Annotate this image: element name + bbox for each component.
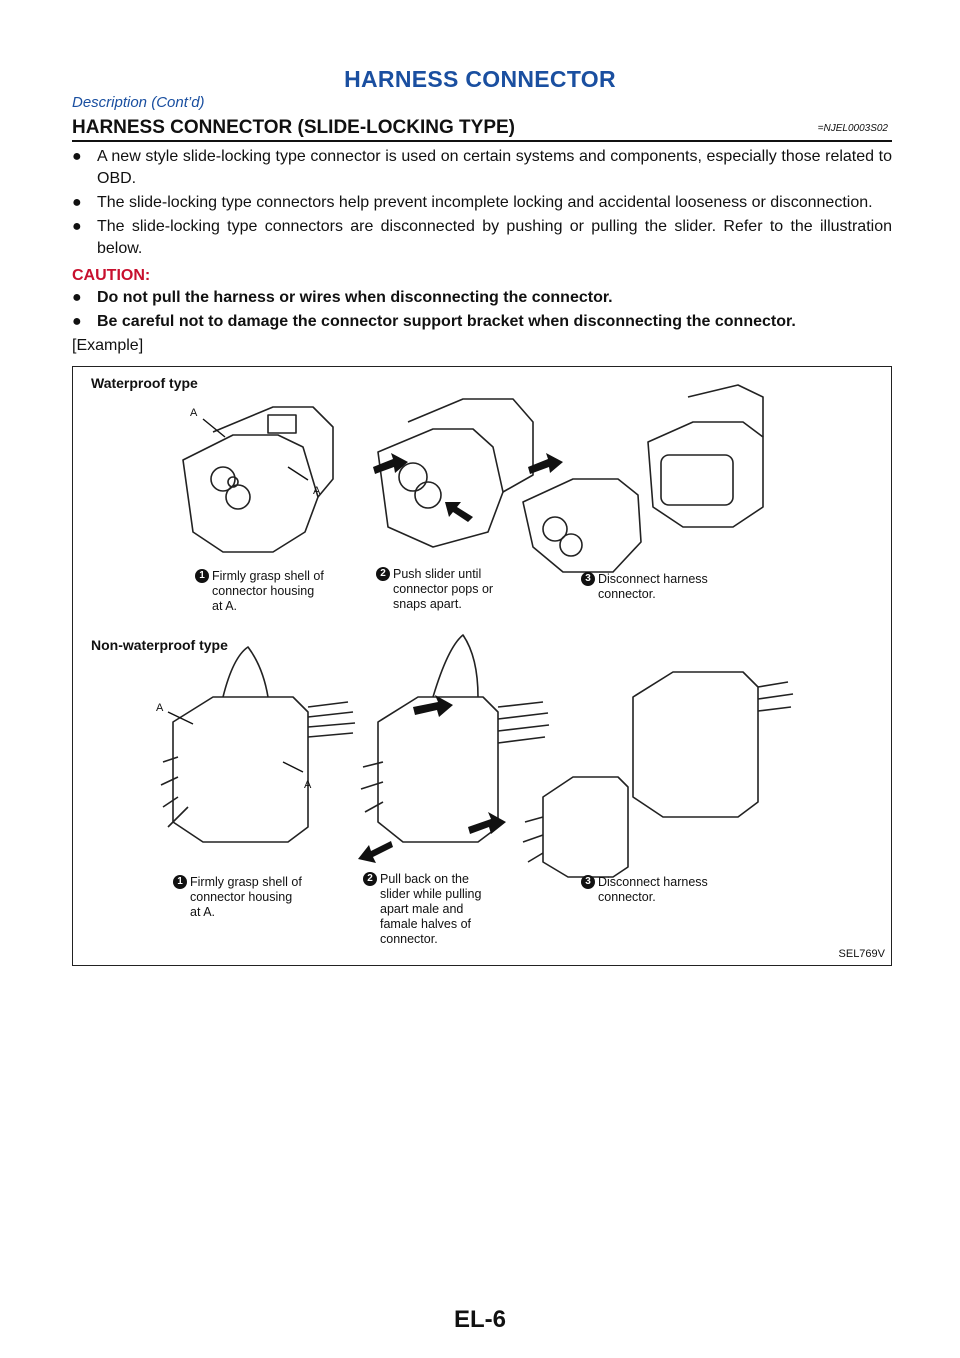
callout-label-a: A [190,407,198,419]
direction-arrows [358,453,563,863]
bullet-icon: ● [72,194,82,211]
waterproof-heading: Waterproof type [91,375,198,391]
nonwaterproof-connector-3 [523,672,793,877]
connector-figure [72,366,892,966]
step-number-icon: 3 [581,572,595,586]
waterproof-connector-1 [183,407,333,552]
bullet-item: ● The slide-locking type connectors are disconnected by pushing or pulling the slider. Refer to the illustration below. [72,218,892,257]
bullet-icon: ● [72,148,82,165]
waterproof-connector-3 [648,385,763,527]
page-number: EL-6 [453,1306,506,1333]
caution-item: ● Be careful not to damage the connector support bracket when disconnecting the connector. [72,311,892,333]
page-header-subtitle: Description (Cont’d) [72,94,205,111]
nonwaterproof-connector-2 [361,635,549,842]
waterproof-connector-2 [378,399,533,547]
bullet-icon: ● [72,218,82,235]
section-title: HARNESS CONNECTOR (SLIDE-LOCKING TYPE) [72,117,516,138]
waterproof-step-1: 1 Firmly grasp shell of connector housing at A. [195,569,324,614]
bullet-item: ● A new style slide-locking type connector is used on certain systems and components, especially those related to OBD. [72,148,892,187]
bullet-icon: ● [72,289,82,306]
bullet-icon: ● [72,313,82,330]
section-rule [72,140,892,142]
nonwaterproof-connector-1 [161,647,355,842]
nonwaterproof-step-3: 3 Disconnect harness connector. [581,875,708,905]
waterproof-step-2: 2 Push slider until connector pops or snaps apart. [376,567,493,612]
body-text [72,146,892,357]
example-label: [Example] [72,337,144,354]
caution-item: ● Do not pull the harness or wires when disconnecting the connector. [72,287,892,309]
figure-code: SEL769V [838,948,885,960]
step-number-icon: 1 [195,569,209,583]
callout-label-a: A [304,779,312,791]
callout-label-a: A [156,702,164,714]
step-number-icon: 1 [173,875,187,889]
nonwaterproof-heading: Non-waterproof type [91,637,228,653]
nonwaterproof-step-2: 2 Pull back on the slider while pulling apart male and famale halves of connector. [363,872,481,947]
nonwaterproof-step-1: 1 Firmly grasp shell of connector housing at A. [173,875,302,920]
step-number-icon: 3 [581,875,595,889]
step-number-icon: 2 [376,567,390,581]
caution-title: CAUTION: [72,267,151,284]
step-number-icon: 2 [363,872,377,886]
callout-label-a: A [313,485,321,497]
bullet-item: ● The slide-locking type connectors help prevent incomplete locking and accidental looseness or disconnection. [72,192,892,214]
waterproof-step-3: 3 Disconnect harness connector. [581,572,708,602]
page-header-title: HARNESS CONNECTOR [344,66,616,92]
waterproof-connector-2-split [523,479,641,572]
section-code: =NJEL0003S02 [817,123,888,134]
